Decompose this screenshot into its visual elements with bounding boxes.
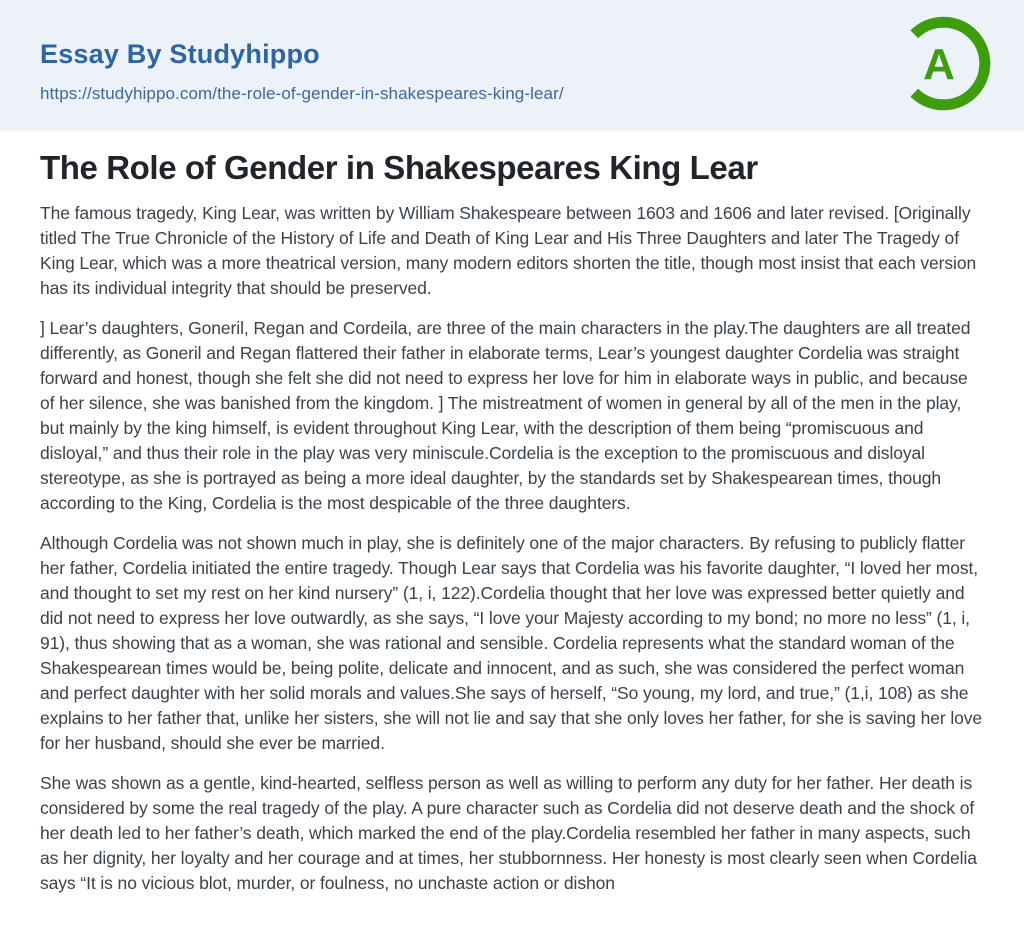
arc-a-logo-icon [896, 16, 991, 111]
paragraph: Although Cordelia was not shown much in play, she is definitely one of the major characters. By refusing to publicly flatter her father, Cordelia initiated the entire tragedy. Though Lear says that Cordelia was his favorite daughter, “I loved her most, and thought to set my rest on her kind nursery” (1, i, 122).Cordelia thought that her love was expressed better quietly and did not need to express her love outwardly, as she says, “I love your Majesty according to my bond; no more no less” (1, i, 91), thus showing that as a woman, she was rational and sensible. Cordelia represents what the standard woman of the Shakespearean times would be, being polite, delicate and innocent, and as such, she was considered the perfect woman and perfect daughter with her solid morals and values.She says of herself, “So young, my lord, and true,” (1,i, 108) as she explains to her father that, unlike her sisters, she will not lie and say that she only loves her father, for she is saving her love for her husband, should she ever be married. [40, 532, 983, 753]
logo-letter: A [923, 40, 955, 89]
studyhippo-logo [896, 16, 991, 111]
paragraph: She was shown as a gentle, kind-hearted, selfless person as well as willing to perform any duty for her father. Her death is considered by some the real tragedy of the play. A pure character such as Cordelia did not deserve death and the shock of her death led to her father’s death, which marked the end of the play.Cordelia resembled her father in many aspects, such as her dignity, her loyalty and her courage and at times, her stubbornness. Her honesty is most clearly seen when Cordelia says “It is no vicious blot, murder, or foulness, no unchaste action or dishon [40, 772, 977, 893]
article-main [0, 131, 1024, 896]
paragraph: The famous tragedy, King Lear, was written by William Shakespeare between 1603 and 1606 and later revised. [Originally titled The True Chronicle of the History of Life and Death of King Lear and His Three Daughters and later The Tragedy of King Lear, which was a more theatrical version, many modern editors shorten the title, though most insist that each version has its individual integrity that should be preserved. [40, 202, 977, 298]
article-body [40, 201, 986, 896]
site-title: Essay By Studyhippo [40, 39, 320, 69]
essay-url-link[interactable]: https://studyhippo.com/the-role-of-gender-in-shakespeares-king-lear/ [40, 84, 564, 104]
paragraph: ] Lear’s daughters, Goneril, Regan and Cordeila, are three of the main characters in the play.The daughters are all treated differently, as Goneril and Regan flattered their father in elaborate terms, Lear’s youngest daughter Cordelia was straight forward and honest, though she felt she did not need to express her love for him in elaborate ways in public, and because of her silence, she was banished from the kingdom. ] The mistreatment of women in general by all of the men in the play, but mainly by the king himself, is evident throughout King Lear, with the description of them being “promiscuous and disloyal,” and thus their role in the play was very miniscule.Cordelia is the exception to the promiscuous and disloyal stereotype, as she is portrayed as being a more ideal daughter, by the standards set by Shakespearean times, though according to the King, Cordelia is the most despicable of the three daughters. [40, 317, 971, 513]
page-header [0, 0, 1024, 131]
article-title: The Role of Gender in Shakespeares King Lear [40, 149, 758, 186]
